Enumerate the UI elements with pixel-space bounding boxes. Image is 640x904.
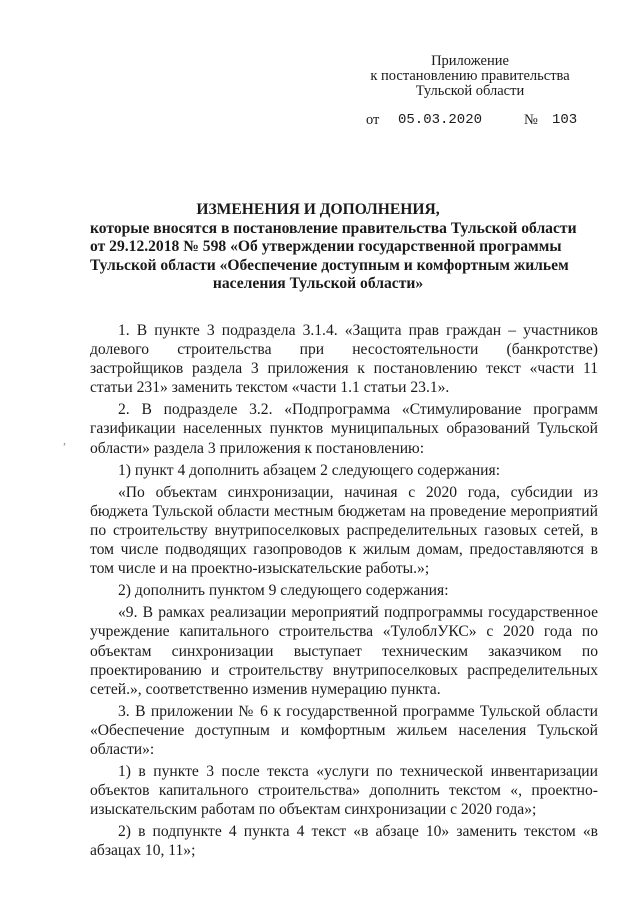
paragraph: «По объектам синхронизации, начиная с 2020 года, субсидии из бюджета Тульской области местным бюджетам на проведение мероприятий по строительству внутрипоселковых распределительных газовых сетей, в том числе подводящих газопроводов к жилым домам, предоставляются в том числе и на проектно-изыскательские работы.»;: [90, 483, 598, 578]
title-line: Тульской области «Обеспечение доступным и комфортным жильем: [90, 256, 569, 274]
number-sign: №: [524, 112, 538, 128]
document-number: 103: [552, 112, 578, 128]
paragraph: 2) в подпункте 4 пункта 4 текст «в абзаце 10» заменить текстом «в абзацах 10, 11»;: [90, 823, 598, 860]
paragraph: 1. В пункте 3 подраздела 3.1.4. «Защита прав граждан – участников долевого строительства при несостоятельности (банкротстве) застройщиков раздела 3 приложения к постановлению текст «части 11 статьи 231» заменить текстом «части 1.1 статьи 23.1».: [90, 322, 598, 397]
title-line: которые вносятся в постановление правительства Тульской области: [90, 219, 577, 237]
paragraph: «9. В рамках реализации мероприятий подпрограммы государственное учреждение капитального строительства «ТулоблУКС» с 2020 года по объектам синхронизации выступает техническим заказчиком по проектированию и строительству внутрипоселковых распределительных сетей.», соответственно изменив нумерацию пункта.: [90, 604, 598, 698]
appendix-line: Приложение: [431, 53, 509, 69]
date-prefix: от: [366, 112, 380, 128]
document-date: 05.03.2020: [398, 112, 483, 128]
paragraph: 2) дополнить пунктом 9 следующего содержания:: [118, 582, 449, 600]
paragraph: 1) в пункте 3 после текста «услуги по технической инвентаризации объектов капитального строительства» дополнить текстом «, проектно-изыскательским работам по объектам синхронизации с 2020 года»;: [90, 763, 598, 819]
appendix-block: [360, 54, 580, 99]
title-line: от 29.12.2018 № 598 «Об утверждении государственной программы: [90, 238, 562, 256]
appendix-line: Тульской области: [415, 83, 525, 99]
title-line: населения Тульской области»: [212, 275, 424, 293]
document-body: [90, 321, 598, 861]
title-line: ИЗМЕНЕНИЯ И ДОПОЛНЕНИЯ,: [196, 201, 440, 218]
paragraph: 1) пункт 4 дополнить абзацем 2 следующего содержания:: [118, 461, 501, 479]
margin-mark: ,: [63, 433, 66, 447]
paragraph: 3. В приложении № 6 к государственной программе Тульской области «Обеспечение доступным и комфортным жильем населения Тульской области»:: [90, 702, 598, 758]
paragraph: 2. В подразделе 3.2. «Подпрограмма «Стимулирование программ газификации населенных пунктов муниципальных образований Тульской области» раздела 3 приложения к постановлению:: [90, 401, 598, 457]
appendix-line: к постановлению правительства: [370, 68, 570, 84]
document-title: [90, 201, 577, 294]
